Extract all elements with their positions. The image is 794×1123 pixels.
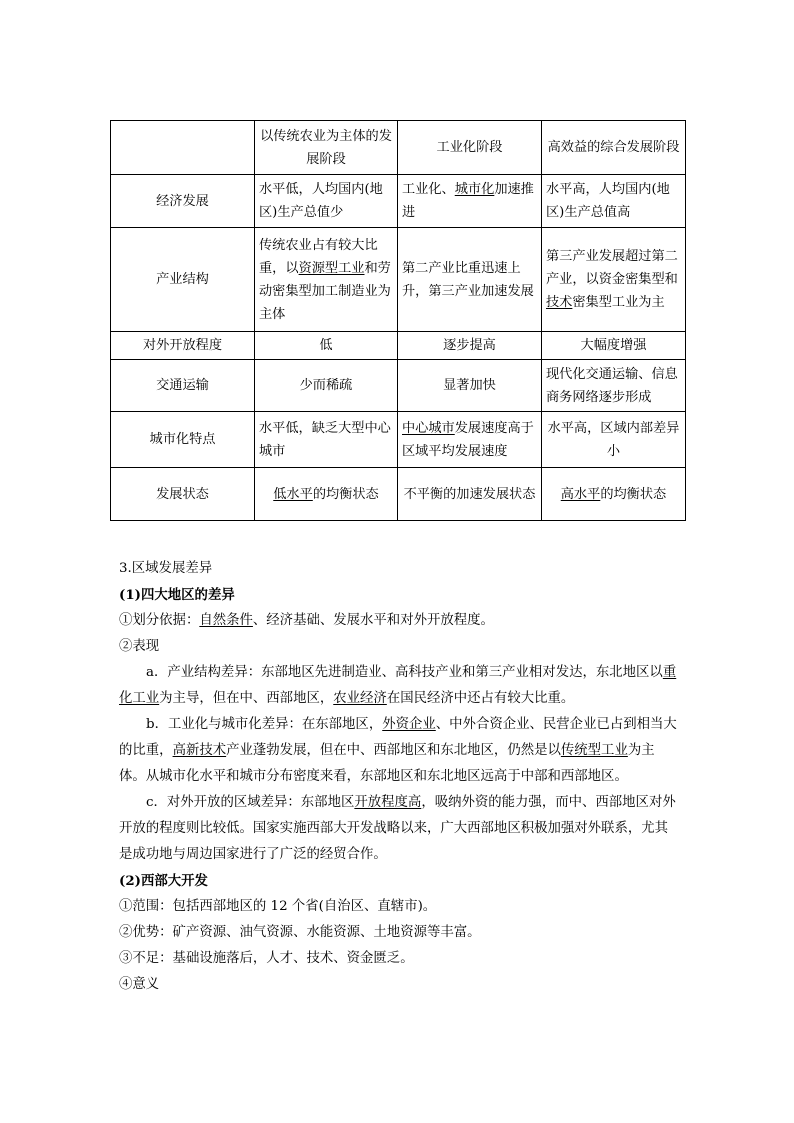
paragraph: ④意义 [119, 977, 160, 992]
text-run: 水平低，人均国内(地区)生产总值少 [259, 182, 383, 220]
subsection-heading: (1)四大地区的差异 [119, 587, 235, 603]
text-run: 显著加快 [443, 378, 496, 393]
text-run: ①划分依据： [119, 613, 200, 628]
text-run: 大幅度增强 [580, 338, 647, 353]
header-corner-cell [111, 121, 255, 175]
text-run: 现代化交通运输、信息商务网络逐步形成 [546, 366, 678, 405]
text-run: 少而稀疏 [299, 378, 353, 393]
paragraph [119, 608, 679, 634]
paragraph [119, 790, 679, 868]
table-cell [255, 332, 398, 360]
underlined-text: 传统型工业 [560, 743, 628, 758]
text-run: 、中外合资企业、民营企业已占到相当大的比重， [119, 717, 677, 758]
underlined-text: 高水平 [560, 486, 601, 502]
text-run: 密集型工业为主 [572, 295, 665, 310]
text-run: 不平衡的加速发展状态 [403, 486, 536, 502]
text-run: 为主体。从城市化水平和城市分布密度来看，东部地区和东北地区远高于中部和西部地区。 [119, 743, 655, 784]
text-run: 和劳动密集型加工制造业为主体 [259, 260, 391, 322]
table-cell [255, 228, 398, 332]
underlined-text: 中心城市 [402, 420, 455, 436]
text-run: 水平高，区域内部差异小 [547, 420, 680, 459]
text-run: 加速推进 [402, 182, 534, 220]
table-cell [255, 175, 398, 228]
text-run: 发展速度高于区域平均发展速度 [402, 420, 534, 459]
text-run: 传统农业占有较大比重，以 [259, 237, 378, 276]
table-header-row [111, 121, 686, 175]
table-cell [398, 175, 542, 228]
row-label: 产业结构 [111, 228, 255, 332]
header-traditional-agriculture: 以传统农业为主体的发展阶段 [255, 121, 398, 175]
text-run: b．工业化与城市化差异：在东部地区， [146, 717, 383, 732]
text-run: 、经济基础、发展水平和对外开放程度。 [252, 613, 494, 628]
paragraph: ②表现 [119, 639, 160, 654]
underlined-text: 城市化 [454, 182, 495, 197]
text-run: 水平高，人均国内(地区)生产总值高 [546, 182, 670, 220]
text-run: 第三产业发展超过第二产业，以资金密集型和 [546, 249, 678, 287]
underlined-text: 技术 [546, 295, 573, 310]
table-cell [542, 468, 686, 521]
underlined-text: 重化工业 [119, 665, 677, 706]
development-stages-table [110, 120, 686, 521]
table-row [111, 228, 686, 332]
text-run: 第二产业比重迅速上升，第三产业加速发展 [402, 260, 534, 299]
text-run: 产业蓬勃发展，但在中、西部地区和东北地区，仍然是以 [226, 743, 561, 758]
row-label: 城市化特点 [111, 412, 255, 468]
text-run: 的均衡状态 [600, 486, 667, 502]
body-text [119, 556, 679, 998]
underlined-text: 低水平 [273, 486, 313, 502]
header-integrated-development: 高效益的综合发展阶段 [542, 121, 686, 175]
paragraph [119, 660, 679, 712]
table-row [111, 468, 686, 521]
paragraph: ②优势：矿产资源、油气资源、水能资源、土地资源等丰富。 [119, 925, 481, 940]
text-run: 为主导，但在中、西部地区， [159, 691, 334, 706]
text-run: 工业化、 [402, 182, 455, 197]
table-cell [255, 412, 398, 468]
text-run: c．对外开放的区域差异：东部地区 [146, 795, 355, 810]
table-cell [542, 175, 686, 228]
paragraph: ①范围：包括西部地区的 12 个省(自治区、直辖市)。 [119, 899, 437, 914]
table-cell [255, 468, 398, 521]
table-row [111, 360, 686, 412]
row-label: 发展状态 [111, 468, 255, 521]
section-heading: 3.区域发展差异 [119, 561, 213, 576]
subsection-heading: (2)西部大开发 [119, 873, 208, 889]
table-cell [542, 228, 686, 332]
table-cell [542, 412, 686, 468]
table-cell [542, 360, 686, 412]
paragraph [119, 712, 679, 790]
text-run: ，吸纳外资的能力强，而中、西部地区对外开放的程度则比较低。国家实施西部大开发战略以来，广大西部地区积极加强对外联系，尤其是成功地与周边国家进行了广泛的经贸合作。 [119, 795, 676, 862]
table-cell [398, 228, 542, 332]
table-cell [398, 468, 542, 521]
text-run: 低 [319, 338, 333, 353]
row-label: 对外开放程度 [111, 332, 255, 360]
underlined-text: 开放程度高 [354, 795, 422, 810]
text-run: 的均衡状态 [312, 486, 379, 502]
underlined-text: 资源型工业 [298, 260, 365, 276]
table-cell [542, 332, 686, 360]
text-run: a．产业结构差异：东部地区先进制造业、高科技产业和第三产业相对发达，东北地区以 [146, 665, 663, 680]
table-row [111, 332, 686, 360]
table-cell [398, 360, 542, 412]
row-label: 经济发展 [111, 175, 255, 228]
row-label: 交通运输 [111, 360, 255, 412]
underlined-text: 高新技术 [172, 743, 227, 758]
underlined-text: 外资企业 [382, 717, 436, 732]
underlined-text: 农业经济 [333, 691, 387, 706]
text-run: 在国民经济中还占有较大比重。 [386, 691, 575, 706]
table-cell [398, 412, 542, 468]
table-row [111, 412, 686, 468]
table-row [111, 175, 686, 228]
table-cell [398, 332, 542, 360]
text-run: 逐步提高 [443, 338, 496, 353]
table-cell [255, 360, 398, 412]
header-industrialization: 工业化阶段 [398, 121, 542, 175]
text-run: 水平低，缺乏大型中心城市 [259, 420, 391, 459]
underlined-text: 自然条件 [199, 613, 253, 628]
paragraph: ③不足：基础设施落后，人才、技术、资金匮乏。 [119, 951, 414, 966]
